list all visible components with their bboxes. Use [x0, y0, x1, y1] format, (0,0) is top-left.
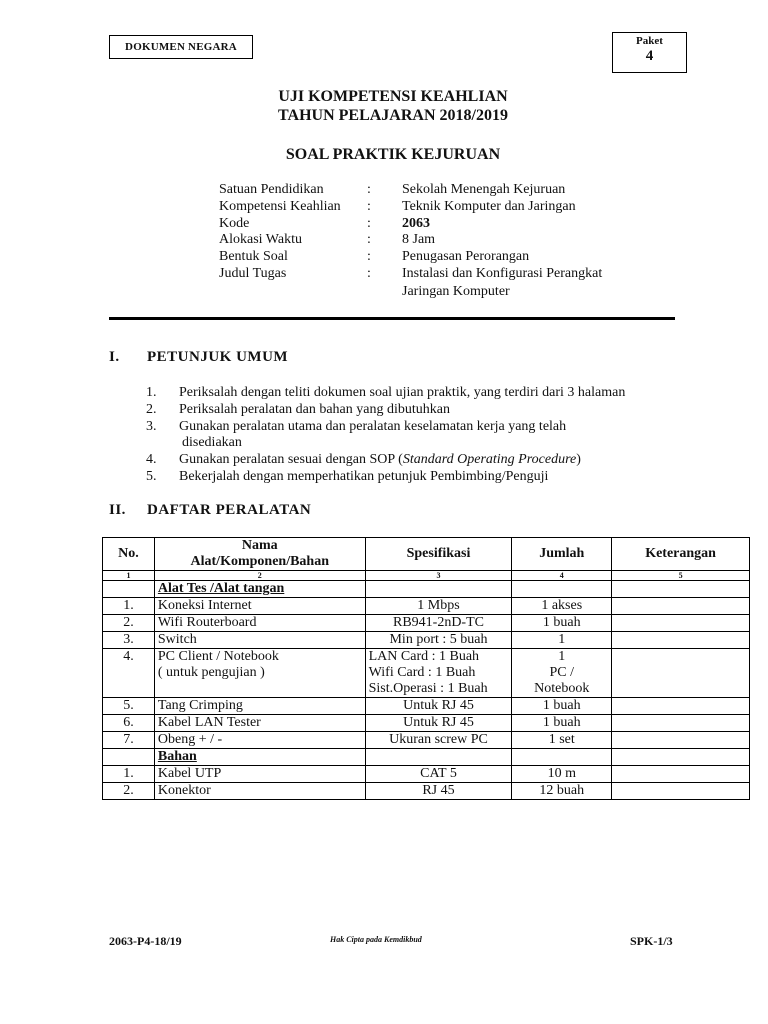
meta-sep: :	[367, 249, 371, 264]
item-number: 1.	[146, 385, 157, 400]
meta-sep: :	[367, 199, 371, 214]
index-cell: 1	[103, 571, 155, 581]
meta-key: Kompetensi Keahlian	[219, 199, 341, 214]
table-row: 3. Switch Min port : 5 buah 1	[103, 632, 750, 649]
table-row: 2. Konektor RJ 45 12 buah	[103, 783, 750, 800]
meta-value: 8 Jam	[402, 232, 436, 247]
meta-value: Penugasan Perorangan	[402, 249, 530, 264]
item-text: Periksalah dengan teliti dokumen soal ujian praktik, yang terdiri dari 3 halaman	[179, 385, 626, 400]
item-number: 4.	[146, 452, 157, 467]
meta-sep: :	[367, 266, 371, 281]
category-label: Bahan	[154, 749, 365, 766]
meta-value: Instalasi dan Konfigurasi Perangkat	[402, 266, 603, 281]
equipment-table	[102, 537, 750, 800]
section-number: I.	[109, 349, 120, 365]
header-nama: Nama Alat/Komponen/Bahan	[154, 538, 365, 571]
footer-code: 2063-P4-18/19	[109, 934, 182, 948]
table-row: 5. Tang Crimping Untuk RJ 45 1 buah	[103, 698, 750, 715]
table-row: 4. PC Client / Notebook ( untuk pengujian ) LAN Card : 1 Buah Wifi Card : 1 Buah Sist.Operasi : 1 Buah 1 PC / Notebook	[103, 649, 750, 698]
footer-page: SPK-1/3	[630, 934, 673, 948]
item-text: Periksalah peralatan dan bahan yang dibutuhkan	[179, 402, 450, 417]
meta-key: Bentuk Soal	[219, 249, 288, 264]
index-cell: 2	[154, 571, 365, 581]
index-cell: 3	[365, 571, 512, 581]
meta-sep: :	[367, 182, 371, 197]
meta-key: Alokasi Waktu	[219, 232, 302, 247]
table-row: 1. Koneksi Internet 1 Mbps 1 akses	[103, 598, 750, 615]
table-row: 2. Wifi Routerboard RB941-2nD-TC 1 buah	[103, 615, 750, 632]
table-header-row	[103, 538, 750, 571]
meta-value: Sekolah Menengah Kejuruan	[402, 182, 566, 197]
index-cell: 5	[612, 571, 750, 581]
table-category-row	[103, 581, 750, 598]
horizontal-rule	[109, 317, 675, 320]
table-row: 1. Kabel UTP CAT 5 10 m	[103, 766, 750, 783]
index-cell: 4	[512, 571, 612, 581]
paket-number: 4	[645, 48, 654, 64]
category-label: Alat Tes /Alat tangan	[154, 581, 365, 598]
classification-label: DOKUMEN NEGARA	[109, 35, 253, 59]
header-spesifikasi: Spesifikasi	[365, 538, 512, 571]
item-number: 3.	[146, 419, 157, 434]
item-text: Bekerjalah dengan memperhatikan petunjuk Pembimbing/Penguji	[179, 469, 549, 484]
meta-sep: :	[367, 216, 371, 231]
title-line-2: TAHUN PELAJARAN 2018/2019	[278, 107, 508, 124]
item-text: Gunakan peralatan utama dan peralatan keselamatan kerja yang telah	[179, 419, 567, 434]
meta-key: Kode	[219, 216, 250, 231]
meta-value: Teknik Komputer dan Jaringan	[402, 199, 576, 214]
table-index-row	[103, 571, 750, 581]
item-number: 5.	[146, 469, 157, 484]
item-text: disediakan	[182, 435, 242, 450]
meta-key: Judul Tugas	[219, 266, 287, 281]
header-no: No.	[103, 538, 155, 571]
paket-box	[612, 32, 687, 73]
title-line-3: SOAL PRAKTIK KEJURUAN	[285, 146, 501, 163]
paket-label: Paket	[636, 35, 663, 47]
meta-value: 2063	[402, 216, 430, 231]
section-title: PETUNJUK UMUM	[147, 349, 289, 365]
section-title: DAFTAR PERALATAN	[147, 502, 312, 518]
item-text: Gunakan peralatan sesuai dengan SOP (Standard Operating Procedure)	[179, 452, 581, 467]
meta-value-continued: Jaringan Komputer	[402, 284, 510, 299]
meta-key: Satuan Pendidikan	[219, 182, 324, 197]
section-number: II.	[109, 502, 126, 518]
table-row: 7. Obeng + / - Ukuran screw PC 1 set	[103, 732, 750, 749]
table-row: 6. Kabel LAN Tester Untuk RJ 45 1 buah	[103, 715, 750, 732]
table-category-row	[103, 749, 750, 766]
title-line-1: UJI KOMPETENSI KEAHLIAN	[278, 88, 508, 105]
footer-copyright: Hak Cipta pada Kemdikbud	[330, 935, 422, 944]
header-keterangan: Keterangan	[612, 538, 750, 571]
item-number: 2.	[146, 402, 157, 417]
header-jumlah: Jumlah	[512, 538, 612, 571]
meta-sep: :	[367, 232, 371, 247]
